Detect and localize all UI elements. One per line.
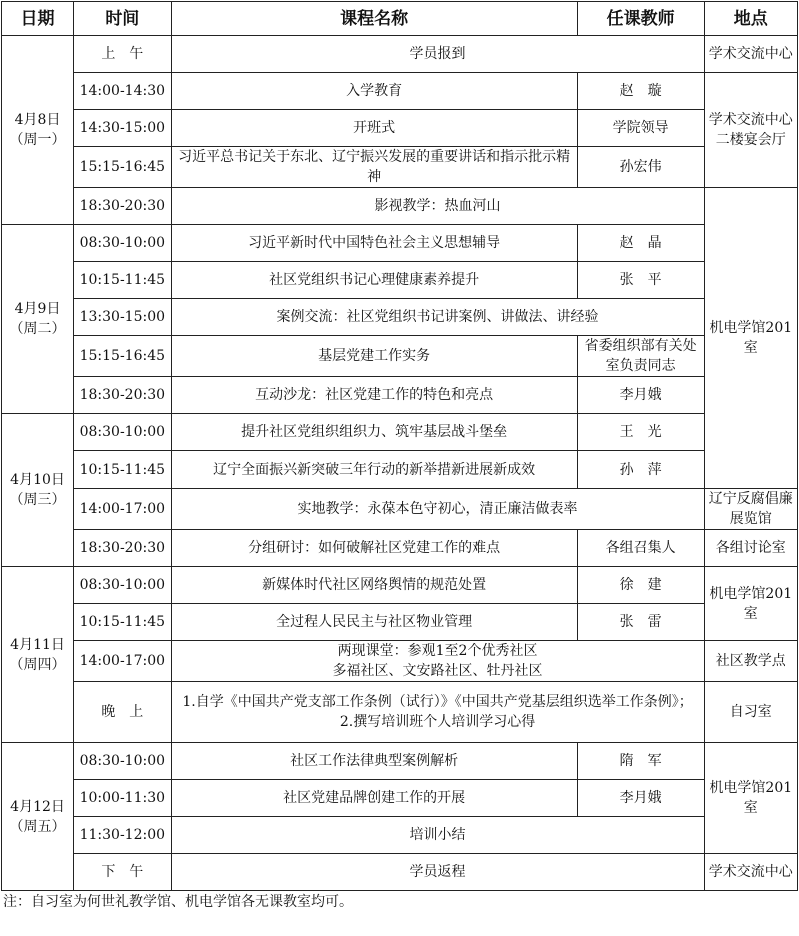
- header-place: 地点: [704, 2, 797, 36]
- time-cell: 11:30-12:00: [74, 817, 171, 854]
- table-row: [2, 489, 798, 530]
- teacher-cell: 孙宏伟: [577, 147, 704, 188]
- place-cell: 社区教学点: [704, 641, 797, 682]
- date-cell: [2, 743, 74, 891]
- date-cell: [2, 567, 74, 743]
- weekday-label: （周五）: [9, 818, 66, 835]
- course-cell: 基层党建工作实务: [171, 336, 577, 377]
- table-row: [2, 73, 798, 110]
- table-row: [2, 854, 798, 891]
- place-cell: 辽宁反腐倡廉展览馆: [704, 489, 797, 530]
- table-row: [2, 682, 798, 743]
- place-cell: 学术交流中心: [704, 854, 797, 891]
- teacher-cell: 张 平: [577, 262, 704, 299]
- weekday-label: （周二）: [9, 321, 66, 337]
- table-row: [2, 299, 798, 336]
- table-row: [2, 336, 798, 377]
- time-cell: 18:30-20:30: [74, 188, 171, 225]
- time-cell: 晚 上: [74, 682, 171, 743]
- teacher-cell: 各组召集人: [577, 530, 704, 567]
- course-cell: [171, 641, 704, 682]
- table-row: [2, 567, 798, 604]
- time-cell: 上 午: [74, 36, 171, 73]
- place-cell: 学术交流中心: [704, 36, 797, 73]
- place-cell: 学术交流中心二楼宴会厅: [704, 73, 797, 188]
- header-course: 课程名称: [171, 2, 577, 36]
- table-row: [2, 262, 798, 299]
- teacher-cell: 隋 军: [577, 743, 704, 780]
- course-cell: 分组研讨：如何破解社区党建工作的难点: [171, 530, 577, 567]
- footnote: 注：自习室为何世礼教学馆、机电学馆各无课教室均可。: [3, 894, 353, 910]
- time-cell: 15:15-16:45: [74, 147, 171, 188]
- course-cell: 实地教学：永葆本色守初心，清正廉洁做表率: [171, 489, 704, 530]
- course-cell: 社区工作法律典型案例解析: [171, 743, 577, 780]
- time-cell: 18:30-20:30: [74, 530, 171, 567]
- teacher-cell: 省委组织部有关处室负责同志: [577, 336, 704, 377]
- time-cell: 08:30-10:00: [74, 225, 171, 262]
- time-cell: 14:30-15:00: [74, 110, 171, 147]
- course-cell: 学员报到: [171, 36, 704, 73]
- time-cell: 14:00-17:00: [74, 489, 171, 530]
- course-cell: 学员返程: [171, 854, 704, 891]
- date-label: 4月12日: [10, 798, 65, 815]
- table-row: [2, 451, 798, 489]
- teacher-cell: 孙 萍: [577, 451, 704, 489]
- course-cell: [171, 682, 704, 743]
- teacher-cell: 徐 建: [577, 567, 704, 604]
- date-label: 4月10日: [10, 472, 65, 488]
- time-cell: 13:30-15:00: [74, 299, 171, 336]
- date-label: 4月8日: [14, 112, 61, 128]
- header-date: 日期: [2, 2, 74, 36]
- course-line: 1.自学《中国共产党支部工作条例（试行）》《中国共产党基层组织选举工作条例》；: [182, 694, 693, 710]
- table-row: [2, 225, 798, 262]
- table-row: [2, 377, 798, 414]
- course-cell: 习近平新时代中国特色社会主义思想辅导: [171, 225, 577, 262]
- teacher-cell: 张 雷: [577, 604, 704, 641]
- course-cell: 培训小结: [171, 817, 704, 854]
- teacher-cell: 王 光: [577, 414, 704, 451]
- table-row: [2, 414, 798, 451]
- date-cell: [2, 225, 74, 414]
- course-line: 2.撰写培训班个人培训学习心得: [339, 714, 536, 730]
- table-row: [2, 604, 798, 641]
- course-cell: 习近平总书记关于东北、辽宁振兴发展的重要讲话和指示批示精神: [171, 147, 577, 188]
- time-cell: 下 午: [74, 854, 171, 891]
- course-cell: 新媒体时代社区网络舆情的规范处置: [171, 567, 577, 604]
- table-row: [2, 147, 798, 188]
- teacher-cell: 赵 璇: [577, 73, 704, 110]
- table-row: [2, 817, 798, 854]
- table-row: [2, 110, 798, 147]
- table-row: [2, 780, 798, 817]
- course-cell: 全过程人民民主与社区物业管理: [171, 604, 577, 641]
- time-cell: 08:30-10:00: [74, 414, 171, 451]
- course-cell: 辽宁全面振兴新突破三年行动的新举措新进展新成效: [171, 451, 577, 489]
- course-line: 两现课堂：参观1至2个优秀社区: [337, 643, 538, 659]
- course-cell: 社区党组织书记心理健康素养提升: [171, 262, 577, 299]
- time-cell: 18:30-20:30: [74, 377, 171, 414]
- teacher-cell: 李月娥: [577, 377, 704, 414]
- place-cell: 机电学馆201室: [704, 567, 797, 641]
- place-cell: 机电学馆201室: [704, 743, 797, 854]
- place-cell: 机电学馆201室: [704, 188, 797, 489]
- time-cell: 15:15-16:45: [74, 336, 171, 377]
- date-label: 4月9日: [14, 301, 61, 317]
- course-cell: 社区党建品牌创建工作的开展: [171, 780, 577, 817]
- time-cell: 14:00-14:30: [74, 73, 171, 110]
- course-line: 多福社区、文安路社区、牡丹社区: [332, 663, 543, 679]
- table-row: [2, 641, 798, 682]
- teacher-cell: 李月娥: [577, 780, 704, 817]
- header-row: [2, 2, 798, 36]
- time-cell: 10:15-11:45: [74, 262, 171, 299]
- place-cell: 自习室: [704, 682, 797, 743]
- time-cell: 08:30-10:00: [74, 743, 171, 780]
- course-cell: 开班式: [171, 110, 577, 147]
- course-cell: 影视教学：热血河山: [171, 188, 704, 225]
- date-cell: [2, 414, 74, 567]
- schedule-table: [1, 1, 798, 891]
- time-cell: 14:00-17:00: [74, 641, 171, 682]
- time-cell: 10:15-11:45: [74, 451, 171, 489]
- time-cell: 10:00-11:30: [74, 780, 171, 817]
- course-cell: 提升社区党组织组织力、筑牢基层战斗堡垒: [171, 414, 577, 451]
- teacher-cell: 赵 晶: [577, 225, 704, 262]
- table-row: [2, 36, 798, 73]
- weekday-label: （周一）: [9, 132, 66, 148]
- teacher-cell: 学院领导: [577, 110, 704, 147]
- header-time: 时间: [74, 2, 171, 36]
- table-row: [2, 530, 798, 567]
- weekday-label: （周四）: [9, 656, 66, 673]
- table-row: [2, 188, 798, 225]
- time-cell: 08:30-10:00: [74, 567, 171, 604]
- date-cell: [2, 36, 74, 225]
- course-cell: 互动沙龙：社区党建工作的特色和亮点: [171, 377, 577, 414]
- weekday-label: （周三）: [9, 492, 66, 508]
- place-cell: 各组讨论室: [704, 530, 797, 567]
- time-cell: 10:15-11:45: [74, 604, 171, 641]
- course-cell: 案例交流：社区党组织书记讲案例、讲做法、讲经验: [171, 299, 704, 336]
- table-row: [2, 743, 798, 780]
- course-cell: 入学教育: [171, 73, 577, 110]
- header-teacher: 任课教师: [577, 2, 704, 36]
- date-label: 4月11日: [10, 636, 65, 653]
